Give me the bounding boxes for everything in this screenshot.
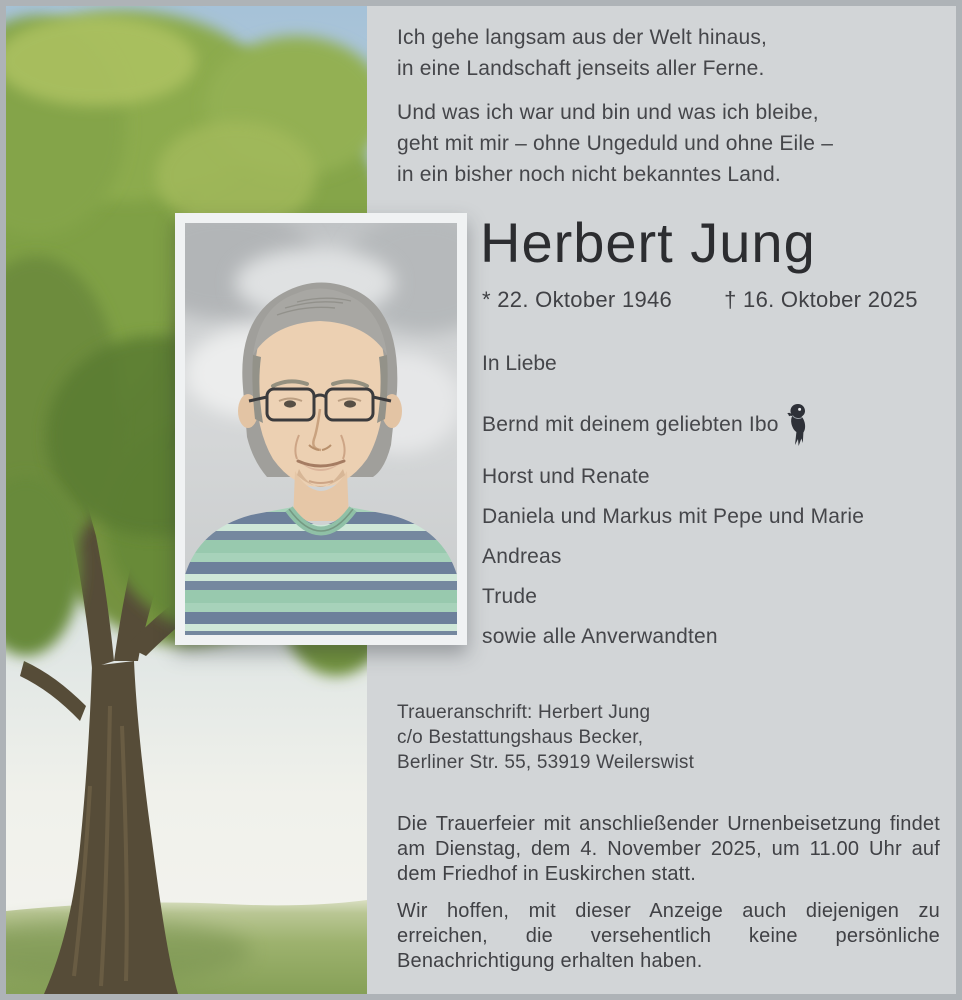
mourning-address bbox=[397, 700, 694, 775]
salutation: In Liebe bbox=[482, 352, 557, 375]
notification-apology: Wir hoffen, mit dieser Anzeige auch diejenigen zu erreichen, die versehentlich keine persönliche Benachrichtigung erhalten haben. bbox=[397, 900, 940, 972]
life-dates bbox=[482, 287, 918, 313]
portrait-photo bbox=[185, 223, 457, 635]
death-date: † 16. Oktober 2025 bbox=[724, 287, 918, 312]
mourner-line bbox=[482, 505, 864, 529]
mourners-list bbox=[482, 403, 864, 665]
mourner-text: Trude bbox=[482, 585, 538, 608]
mourner-text: Bernd mit deinem geliebten Ibo bbox=[482, 413, 779, 436]
address-line: Traueranschrift: Herbert Jung bbox=[397, 702, 651, 723]
poem-line: in eine Landschaft jenseits aller Ferne. bbox=[397, 57, 765, 80]
mourner-line bbox=[482, 465, 864, 489]
mourner-text: Andreas bbox=[482, 545, 562, 568]
mourner-text: sowie alle Anverwandten bbox=[482, 625, 718, 648]
address-line: c/o Bestattungshaus Becker, bbox=[397, 727, 644, 748]
mourner-line bbox=[482, 545, 864, 569]
poem bbox=[397, 22, 833, 190]
funeral-announcement: Die Trauerfeier mit anschließender Urnenbeisetzung findet am Dienstag, dem 4. November 2025, um 11.00 Uhr auf dem Friedhof in Euskirchen statt. bbox=[397, 813, 940, 885]
mourner-line bbox=[482, 585, 864, 609]
portrait-frame bbox=[175, 213, 467, 645]
mourner-text: Horst und Renate bbox=[482, 465, 650, 488]
poem-line: geht mit mir – ohne Ungeduld und ohne Eile – bbox=[397, 132, 834, 155]
deceased-name: Herbert Jung bbox=[480, 211, 816, 274]
poem-line: in ein bisher noch nicht bekanntes Land. bbox=[397, 163, 781, 186]
parrot-icon bbox=[786, 403, 810, 447]
poem-line: Ich gehe langsam aus der Welt hinaus, bbox=[397, 26, 768, 49]
poem-line: Und was ich war und bin und was ich bleibe, bbox=[397, 101, 819, 124]
birth-date: * 22. Oktober 1946 bbox=[482, 287, 673, 312]
mourner-line bbox=[482, 403, 864, 447]
mourner-line bbox=[482, 625, 864, 649]
stanza-gap bbox=[397, 84, 833, 97]
address-line: Berliner Str. 55, 53919 Weilerswist bbox=[397, 752, 695, 773]
mourner-text: Daniela und Markus mit Pepe und Marie bbox=[482, 505, 865, 528]
